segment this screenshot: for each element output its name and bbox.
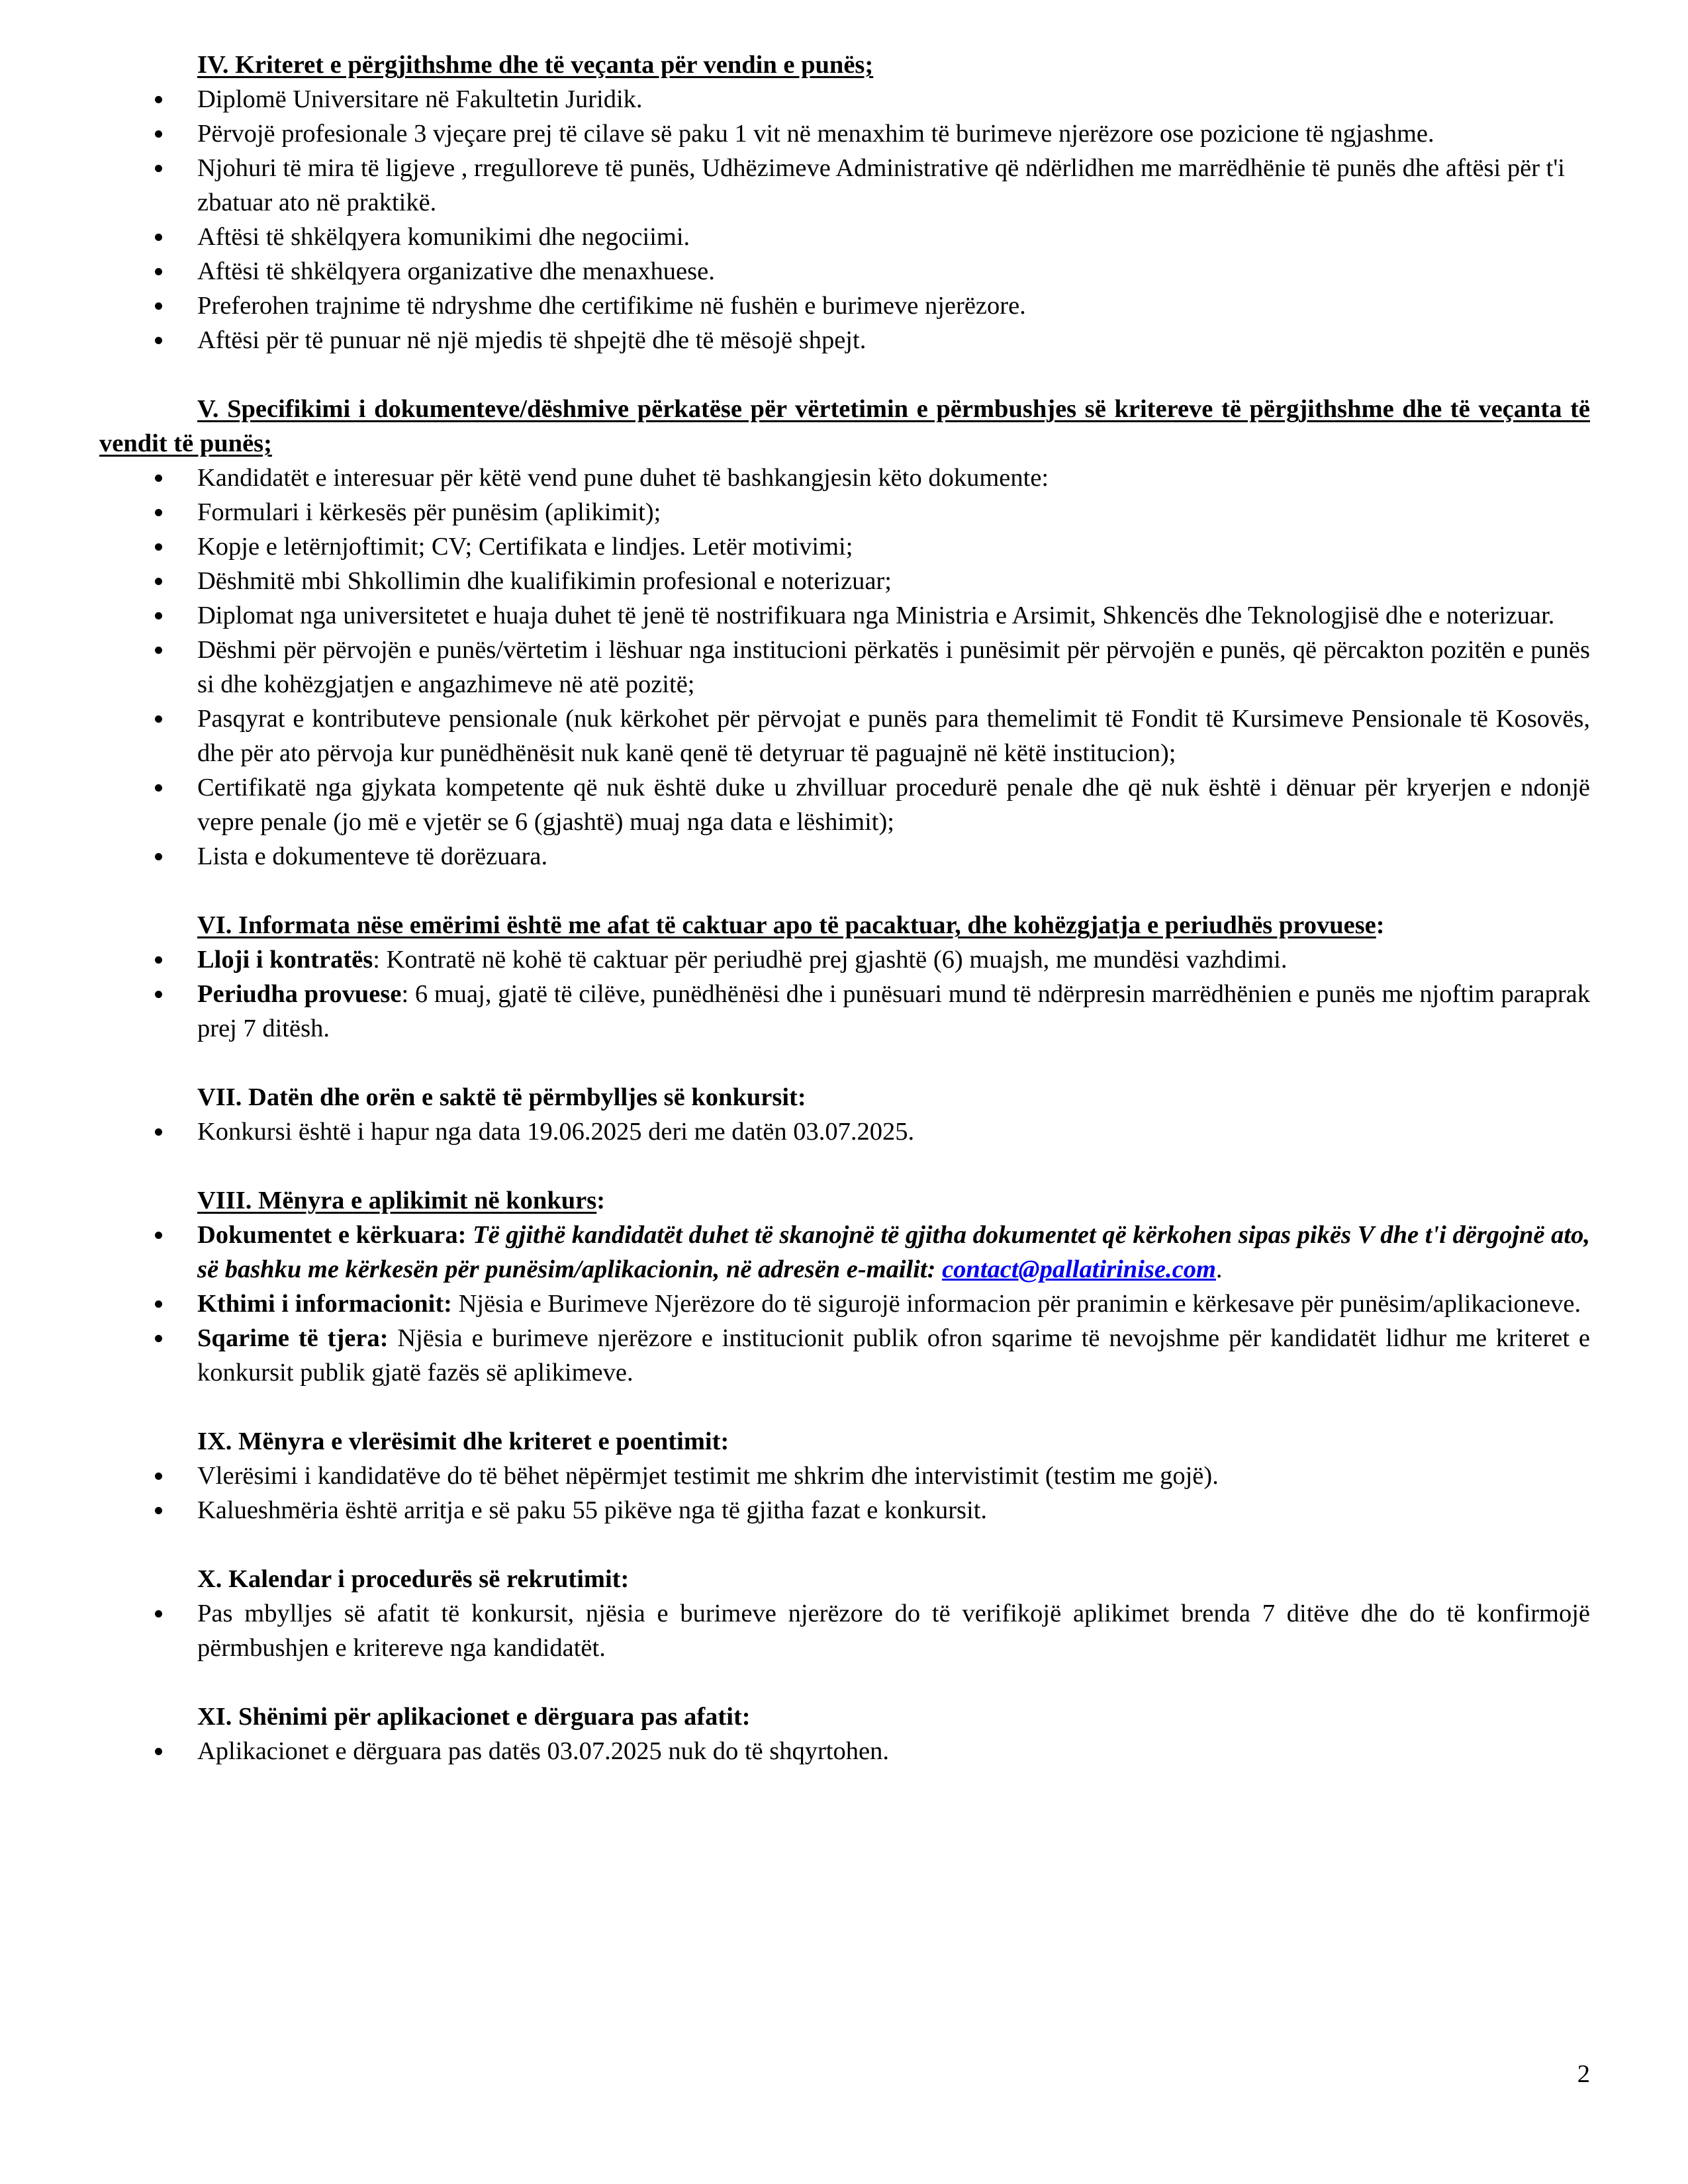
bullet-icon — [155, 853, 162, 860]
section-criteria — [99, 48, 1590, 357]
list-item: Lista e dokumenteve të dorëzuara. — [99, 839, 1590, 874]
bullet-icon — [155, 509, 162, 516]
list-item: Periudha provuese: 6 muaj, gjatë të cilëve, punëdhënësi dhe i punësuari mund të ndërpresin marrëdhënien e punës me njoftim paraprak prej 7 ditësh. — [99, 977, 1590, 1046]
list-item: Sqarime të tjera: Njësia e burimeve njerëzore e institucionit publik ofron sqarime të nevojshme për kandidatët lidhur me kriteret e konkursit publik gjatë fazës së aplikimeve. — [99, 1321, 1590, 1390]
list-item: Vlerësimi i kandidatëve do të bëhet nëpërmjet testimit me shkrim dhe intervistimit (testim me gojë). — [99, 1459, 1590, 1493]
bullet-icon — [155, 1748, 162, 1755]
bullet-icon — [155, 1128, 162, 1136]
list-item: Certifikatë nga gjykata kompetente që nuk është duke u zhvilluar procedurë penale dhe që nuk është i dënuar për kryerjen e ndonjë vepre penale (jo më e vjetër se 6 (gjashtë) muaj nga data e lëshimit); — [99, 770, 1590, 839]
section-closing-date — [99, 1080, 1590, 1149]
list-item: Formulari i kërkesës për punësim (aplikimit); — [99, 495, 1590, 529]
list-item: Lloji i kontratës: Kontratë në kohë të caktuar për periudhë prej gjashtë (6) muajsh, me mundësi vazhdimi. — [99, 942, 1590, 977]
bullet-icon — [155, 96, 162, 103]
evaluation-list — [99, 1459, 1590, 1527]
bullet-icon — [155, 1300, 162, 1308]
list-item: Kopje e letërnjoftimit; CV; Certifikata e lindjes. Letër motivimi; — [99, 529, 1590, 564]
bullet-icon — [155, 1610, 162, 1617]
bullet-icon — [155, 543, 162, 551]
bullet-icon — [155, 234, 162, 241]
list-item: Aftësi të shkëlqyera organizative dhe menaxhuese. — [99, 254, 1590, 289]
list-item: Dëshmitë mbi Shkollimin dhe kualifikimin profesional e noterizuar; — [99, 564, 1590, 598]
list-item: Preferohen trajnime të ndryshme dhe certifikime në fushën e burimeve njerëzore. — [99, 289, 1590, 323]
section-documents-specification — [99, 392, 1590, 874]
bullet-icon — [155, 956, 162, 964]
list-item: Përvojë profesionale 3 vjeçare prej të cilave së paku 1 vit në menaxhim të burimeve njerëzore ose pozicione të ngjashme. — [99, 116, 1590, 151]
bullet-icon — [155, 1232, 162, 1239]
section-heading: V. Specifikimi i dokumenteve/dëshmive përkatëse për vërtetimin e përmbushjes së kritereve të përgjithshme dhe të veçanta të vendit të punës; — [99, 395, 1590, 457]
section-heading: X. Kalendar i procedurës së rekrutimit: — [197, 1565, 630, 1593]
bullet-icon — [155, 991, 162, 998]
bullet-icon — [155, 302, 162, 310]
bullet-icon — [155, 612, 162, 619]
section-heading: IX. Mënyra e vlerësimit dhe kriteret e poentimit: — [197, 1428, 729, 1455]
bullet-icon — [155, 647, 162, 654]
document-page — [99, 48, 1590, 1803]
bullet-icon — [155, 715, 162, 723]
bullet-icon — [155, 475, 162, 482]
bullet-icon — [155, 268, 162, 275]
section-heading: VII. Datën dhe orën e saktë të përmbylljes së konkursit: — [197, 1083, 806, 1111]
list-item: Aftësi për të punuar në një mjedis të shpejtë dhe të mësojë shpejt. — [99, 323, 1590, 357]
section-heading: XI. Shënimi për aplikacionet e dërguara pas afatit: — [197, 1703, 751, 1731]
bullet-icon — [155, 784, 162, 792]
list-item: Kalueshmëria është arritja e së paku 55 pikëve nga të gjitha fazat e konkursit. — [99, 1493, 1590, 1527]
section-heading: VI. Informata nëse emërimi është me afat të caktuar apo të pacaktuar, dhe kohëzgjatja e periudhës provuese: — [197, 911, 1385, 939]
bullet-icon — [155, 165, 162, 172]
calendar-list — [99, 1596, 1590, 1665]
list-item: Kandidatët e interesuar për këtë vend pune duhet të bashkangjesin këto dokumente: — [99, 461, 1590, 495]
list-item: Kthimi i informacionit: Njësia e Burimeve Njerëzore do të sigurojë informacion për pranimin e kërkesave për punësim/aplikacioneve. — [99, 1287, 1590, 1321]
documents-list — [99, 461, 1590, 874]
section-recruitment-calendar — [99, 1562, 1590, 1665]
list-item: Diplomat nga universitetet e huaja duhet të jenë të nostrifikuara nga Ministria e Arsimit, Shkencës dhe Teknologjisë dhe e noterizuar. — [99, 598, 1590, 633]
list-item: Konkursi është i hapur nga data 19.06.2025 deri me datën 03.07.2025. — [99, 1115, 1590, 1149]
list-item: Njohuri të mira të ligjeve , rregulloreve të punës, Udhëzimeve Administrative që ndërlidhen me marrëdhënie të punës dhe aftësi për t'i zbatuar ato në praktikë. — [99, 151, 1590, 220]
section-heading: IV. Kriteret e përgjithshme dhe të veçanta për vendin e punës; — [197, 51, 874, 79]
list-item: Dokumentet e kërkuara: Të gjithë kandidatët duhet të skanojnë të gjitha dokumentet që kërkohen sipas pikës V dhe t'i dërgojnë ato, së bashku me kërkesën për punësim/aplikacionin, në adresën e-mailit: contact@pallatirinise.com. — [99, 1218, 1590, 1287]
list-item: Pasqyrat e kontributeve pensionale (nuk kërkohet për përvojat e punës para themelimit të Fondit të Kursimeve Pensionale të Kosovës, dhe për ato përvoja kur punëdhënësit nuk kanë qenë të detyruar të paguajnë në këtë institucion); — [99, 702, 1590, 770]
section-evaluation — [99, 1424, 1590, 1527]
contract-list — [99, 942, 1590, 1046]
list-item: Aplikacionet e dërguara pas datës 03.07.2025 nuk do të shqyrtohen. — [99, 1734, 1590, 1768]
section-application-method — [99, 1183, 1590, 1390]
list-item: Dëshmi për përvojën e punës/vërtetim i lëshuar nga institucioni përkatës i punësimit për përvojën e punës, që përcakton pozitën e punës si dhe kohëzgjatjen e angazhimeve në atë pozitë; — [99, 633, 1590, 702]
page-number: 2 — [1577, 2060, 1590, 2088]
bullet-icon — [155, 1473, 162, 1480]
section-late-applications — [99, 1700, 1590, 1768]
section-heading: VIII. Mënyra e aplikimit në konkurs: — [197, 1187, 606, 1214]
list-item: Pas mbylljes së afatit të konkursit, njësia e burimeve njerëzore do të verifikojë aplikimet brenda 7 ditëve dhe do të konfirmojë përmbushjen e kritereve nga kandidatët. — [99, 1596, 1590, 1665]
application-list — [99, 1218, 1590, 1390]
list-item: Diplomë Universitare në Fakultetin Juridik. — [99, 82, 1590, 116]
criteria-list — [99, 82, 1590, 357]
bullet-icon — [155, 130, 162, 138]
bullet-icon — [155, 1335, 162, 1342]
bullet-icon — [155, 337, 162, 344]
closing-date-list — [99, 1115, 1590, 1149]
late-applications-list — [99, 1734, 1590, 1768]
bullet-icon — [155, 578, 162, 585]
bullet-icon — [155, 1507, 162, 1514]
email-link[interactable]: contact@pallatirinise.com — [942, 1255, 1216, 1283]
section-contract-info — [99, 908, 1590, 1046]
list-item: Aftësi të shkëlqyera komunikimi dhe negociimi. — [99, 220, 1590, 254]
